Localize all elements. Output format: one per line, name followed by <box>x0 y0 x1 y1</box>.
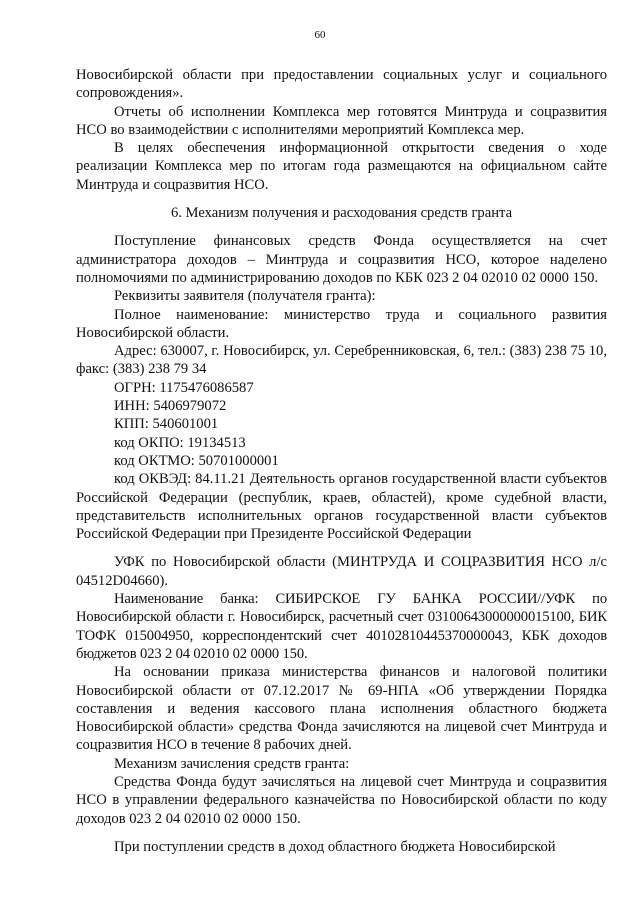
paragraph: код ОКПО: 19134513 <box>114 434 246 451</box>
paragraph: Отчеты об исполнении Комплекса мер готовятся Минтруда и соцразвития НСО во взаимодействии с исполнителями мероприятий Комплекса мер. <box>76 103 607 138</box>
paragraph: УФК по Новосибирской области (МИНТРУДА И СОЦРАЗВИТИЯ НСО л/с 04512D04660). <box>76 554 607 589</box>
paragraph: код ОКВЭД: 84.11.21 Деятельность органов государственной власти субъектов Российской Федерации (республик, краев, областей), кроме судебной власти, представительств исполнительных органов государственной власти субъектов Российской Федерации при Президенте Российской Федерации <box>76 471 607 543</box>
document-body <box>76 66 607 856</box>
paragraph: На основании приказа министерства финансов и налоговой политики Новосибирской области от 07.12.2017 № 69-НПА «Об утверждении Порядка составления и ведения кассового плана исполнения областного бюджета Новосибирской области» средства Фонда зачисляются на лицевой счет Минтруда и соцразвития НСО в течение 8 рабочих дней. <box>76 664 607 754</box>
paragraph: Адрес: 630007, г. Новосибирск, ул. Серебренниковская, 6, тел.: (383) 238 75 10, факс: (383) 238 79 34 <box>76 343 607 378</box>
paragraph: Средства Фонда будут зачисляться на лицевой счет Минтруда и соцразвития НСО в управлении федерального казначейства по Новосибирской области по коду доходов 023 2 04 02010 02 0000 150. <box>76 773 607 827</box>
paragraph: ОГРН: 1175476086587 <box>114 379 254 396</box>
paragraph: Новосибирской области при предоставлении социальных услуг и социального сопровождения». <box>76 67 607 102</box>
paragraph: Полное наименование: министерство труда и социального развития Новосибирской области. <box>76 306 607 341</box>
paragraph: Поступление финансовых средств Фонда осуществляется на счет администратора доходов – Минтруда и соцразвития НСО, которое наделено полномочиями по администрированию доходов по КБК 023 2 04 02010 02 0000 150. <box>76 233 607 286</box>
paragraph: Наименование банка: СИБИРСКОЕ ГУ БАНКА РОССИИ//УФК по Новосибирской области г. Новосибирск, расчетный счет 03100643000000015100, БИК ТОФК 015004950, корреспондентский счет 40102810445370000043, КБК доходов бюджетов 023 2 04 02010 02 0000 150. <box>76 591 607 662</box>
paragraph: Механизм зачисления средств гранта: <box>114 755 350 772</box>
paragraph: При поступлении средств в доход областного бюджета Новосибирской <box>114 838 556 855</box>
paragraph: КПП: 540601001 <box>114 416 219 433</box>
paragraph: В целях обеспечения информационной открытости сведения о ходе реализации Комплекса мер по итогам года размещаются на официальном сайте Минтруда и соцразвития НСО. <box>76 140 607 193</box>
section-heading: 6. Механизм получения и расходования средств гранта <box>170 205 513 222</box>
page-number: 60 <box>314 29 326 41</box>
paragraph: Реквизиты заявителя (получателя гранта): <box>114 288 376 305</box>
paragraph: код ОКТМО: 50701000001 <box>114 452 279 469</box>
paragraph: ИНН: 5406979072 <box>114 398 227 415</box>
